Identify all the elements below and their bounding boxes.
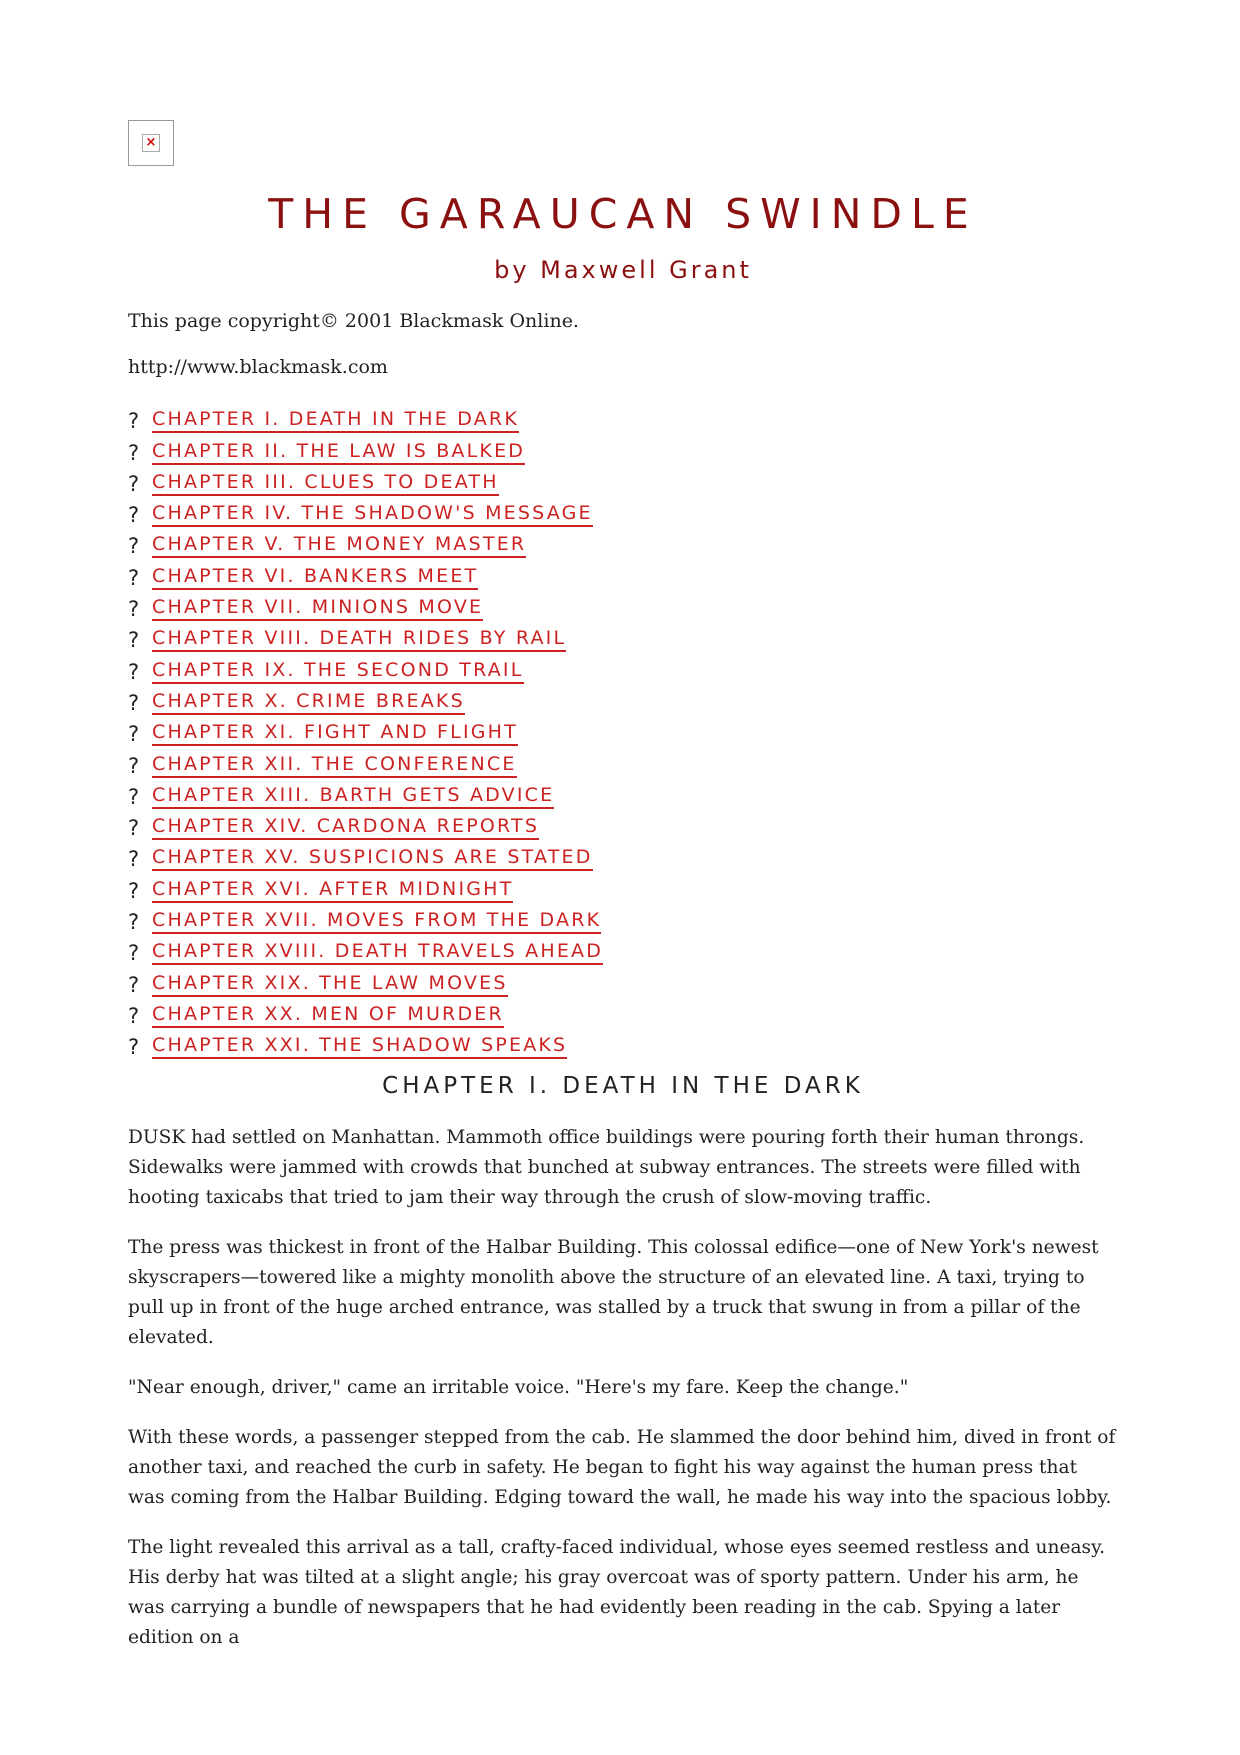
- toc-chapter-link[interactable]: CHAPTER IX. THE SECOND TRAIL: [152, 659, 524, 684]
- toc-bullet: ?: [128, 910, 140, 935]
- toc-bullet: ?: [128, 1003, 140, 1028]
- toc-chapter-link[interactable]: CHAPTER VII. MINIONS MOVE: [152, 596, 483, 621]
- toc-chapter-link[interactable]: CHAPTER XVIII. DEATH TRAVELS AHEAD: [152, 940, 603, 965]
- toc-bullet: ?: [128, 753, 140, 778]
- toc-item: [128, 1028, 1118, 1059]
- toc-bullet: ?: [128, 816, 140, 841]
- toc-chapter-link[interactable]: CHAPTER V. THE MONEY MASTER: [152, 533, 526, 558]
- chapter-paragraph: The press was thickest in front of the Halbar Building. This colossal edifice—one of New York's newest skyscrapers—towered like a mighty monolith above the structure of an elevated line. A taxi, trying to pull up in front of the huge arched entrance, was stalled by a truck that swung in from a pillar of the elevated.: [128, 1237, 1099, 1349]
- toc-bullet: ?: [128, 784, 140, 809]
- toc-chapter-link[interactable]: CHAPTER XII. THE CONFERENCE: [152, 753, 517, 778]
- toc-item: [128, 809, 1118, 840]
- toc-chapter-link[interactable]: CHAPTER VI. BANKERS MEET: [152, 565, 478, 590]
- toc-item: [128, 746, 1118, 777]
- toc-chapter-link[interactable]: CHAPTER VIII. DEATH RIDES BY RAIL: [152, 627, 566, 652]
- toc-item: [128, 934, 1118, 965]
- toc-item: [128, 684, 1118, 715]
- toc-chapter-link[interactable]: CHAPTER XIII. BARTH GETS ADVICE: [152, 784, 554, 809]
- toc-chapter-link[interactable]: CHAPTER XI. FIGHT AND FLIGHT: [152, 721, 518, 746]
- toc-bullet: ?: [128, 690, 140, 715]
- toc-bullet: ?: [128, 565, 140, 590]
- toc-bullet: ?: [128, 534, 140, 559]
- toc-item: [128, 465, 1118, 496]
- chapter-body: [128, 1123, 1118, 1653]
- toc-item: [128, 840, 1118, 871]
- broken-image-icon: [128, 120, 174, 166]
- chapter-heading: CHAPTER I. DEATH IN THE DARK: [382, 1073, 864, 1100]
- copyright-notice: This page copyright© 2001 Blackmask Online.: [128, 310, 579, 332]
- broken-image-x-icon: ×: [142, 134, 160, 152]
- toc-chapter-link[interactable]: CHAPTER XIV. CARDONA REPORTS: [152, 815, 539, 840]
- chapter-paragraph: DUSK had settled on Manhattan. Mammoth office buildings were pouring forth their human throngs. Sidewalks were jammed with crowds that bunched at subway entrances. The streets were filled with hooting taxicabs that tried to jam their way through the crush of slow-moving traffic.: [128, 1127, 1085, 1209]
- toc-bullet: ?: [128, 878, 140, 903]
- toc-chapter-link[interactable]: CHAPTER XVI. AFTER MIDNIGHT: [152, 878, 513, 903]
- toc-item: [128, 965, 1118, 996]
- toc-chapter-link[interactable]: CHAPTER I. DEATH IN THE DARK: [152, 408, 519, 433]
- toc-chapter-link[interactable]: CHAPTER XV. SUSPICIONS ARE STATED: [152, 846, 593, 871]
- toc-chapter-link[interactable]: CHAPTER X. CRIME BREAKS: [152, 690, 465, 715]
- toc-item: [128, 778, 1118, 809]
- toc-item: [128, 997, 1118, 1028]
- chapter-paragraph: The light revealed this arrival as a tall, crafty-faced individual, whose eyes seemed restless and uneasy. His derby hat was tilted at a slight angle; his gray overcoat was of sporty pattern. Under his arm, he was carrying a bundle of newspapers that he had evidently been reading in the cab. Spying a later edition on a: [128, 1537, 1106, 1649]
- toc-chapter-link[interactable]: CHAPTER II. THE LAW IS BALKED: [152, 440, 525, 465]
- toc-bullet: ?: [128, 659, 140, 684]
- toc-bullet: ?: [128, 847, 140, 872]
- toc-item: [128, 496, 1118, 527]
- toc-item: [128, 715, 1118, 746]
- toc-chapter-link[interactable]: CHAPTER XIX. THE LAW MOVES: [152, 972, 508, 997]
- book-author: by Maxwell Grant: [494, 256, 752, 284]
- toc-bullet: ?: [128, 503, 140, 528]
- toc-item: [128, 871, 1118, 902]
- toc-item: [128, 402, 1118, 433]
- chapter-paragraph: With these words, a passenger stepped from the cab. He slammed the door behind him, dived in front of another taxi, and reached the curb in safety. He began to fight his way against the human press that was coming from the Halbar Building. Edging toward the wall, he made his way into the spacious lobby.: [128, 1427, 1116, 1509]
- toc-item: [128, 903, 1118, 934]
- toc-item: [128, 527, 1118, 558]
- toc-bullet: ?: [128, 722, 140, 747]
- table-of-contents: [128, 402, 1118, 1059]
- toc-chapter-link[interactable]: CHAPTER XX. MEN OF MURDER: [152, 1003, 504, 1028]
- chapter-paragraph: "Near enough, driver," came an irritable voice. "Here's my fare. Keep the change.": [128, 1377, 909, 1399]
- book-title: THE GARAUCAN SWINDLE: [268, 190, 978, 238]
- toc-bullet: ?: [128, 409, 140, 434]
- toc-chapter-link[interactable]: CHAPTER XVII. MOVES FROM THE DARK: [152, 909, 601, 934]
- toc-item: [128, 433, 1118, 464]
- toc-bullet: ?: [128, 471, 140, 496]
- toc-item: [128, 621, 1118, 652]
- toc-chapter-link[interactable]: CHAPTER III. CLUES TO DEATH: [152, 471, 499, 496]
- toc-chapter-link[interactable]: CHAPTER XXI. THE SHADOW SPEAKS: [152, 1034, 567, 1059]
- toc-bullet: ?: [128, 597, 140, 622]
- toc-bullet: ?: [128, 972, 140, 997]
- toc-bullet: ?: [128, 941, 140, 966]
- source-url: http://www.blackmask.com: [128, 356, 388, 378]
- toc-bullet: ?: [128, 1035, 140, 1060]
- toc-bullet: ?: [128, 628, 140, 653]
- toc-chapter-link[interactable]: CHAPTER IV. THE SHADOW'S MESSAGE: [152, 502, 593, 527]
- document-page: [128, 120, 1118, 1673]
- toc-bullet: ?: [128, 440, 140, 465]
- toc-item: [128, 652, 1118, 683]
- toc-item: [128, 590, 1118, 621]
- toc-item: [128, 558, 1118, 589]
